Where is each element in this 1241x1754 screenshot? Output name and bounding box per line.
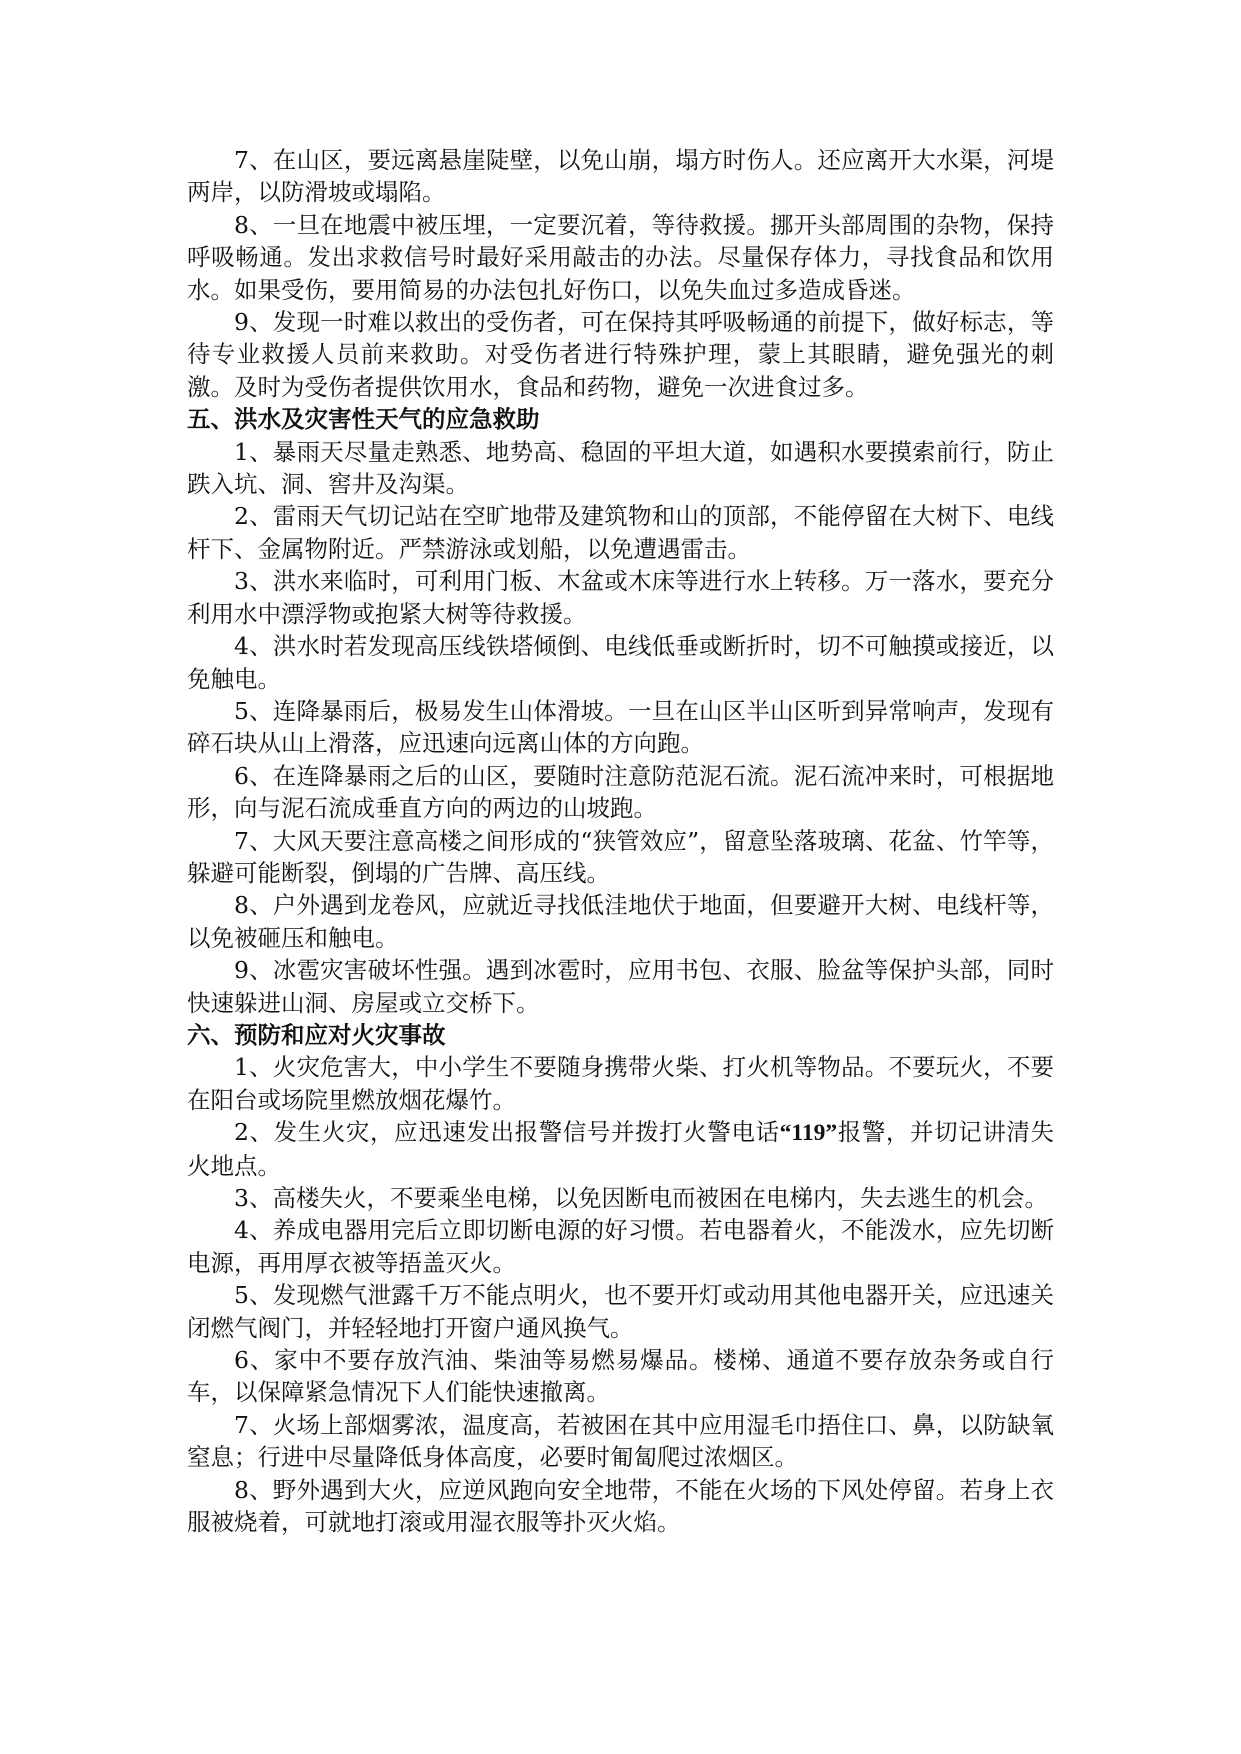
paragraph-fire-3: 3、高楼失火，不要乘坐电梯，以免因断电而被困在电梯内，失去逃生的机会。 (234, 1184, 1048, 1212)
paragraph-flood-7: 7、大风天要注意高楼之间形成的“狭管效应”，留意坠落玻璃、花盆、竹竿等，躲避可能断裂，倒塌的广告牌、高压线。 (187, 826, 1054, 887)
paragraph-earthquake-9: 9、发现一时难以救出的受伤者，可在保持其呼吸畅通的前提下，做好标志，等待专业救援人员前来救助。对受伤者进行特殊护理，蒙上其眼睛，避免强光的刺激。及时为受伤者提供饮用水，食品和药物，避免一次进食过多。 (187, 308, 1054, 401)
paragraph-fire-7: 7、火场上部烟雾浓，温度高，若被困在其中应用湿毛巾捂住口、鼻，以防缺氧窒息；行进中尽量降低身体高度，必要时匍匐爬过浓烟区。 (187, 1410, 1054, 1472)
paragraph-earthquake-7: 7、在山区，要远离悬崖陡壁，以免山崩，塌方时伤人。还应离开大水渠，河堤两岸，以防滑坡或塌陷。 (187, 146, 1054, 207)
paragraph-fire-2-before: 2、发生火灾，应迅速发出报警信号并拨打火警电话 (234, 1118, 780, 1147)
paragraph-fire-1: 1、火灾危害大，中小学生不要随身携带火柴、打火机等物品。不要玩火，不要在阳台或场院里燃放烟花爆竹。 (187, 1053, 1054, 1114)
paragraph-fire-8: 8、野外遇到大火，应逆风跑向安全地带，不能在火场的下风处停留。若身上衣服被烧着，可就地打滚或用湿衣服等扑灭火焰。 (187, 1475, 1054, 1537)
paragraph-fire-2-after: 报警，并切记讲清失火地点。 (187, 1118, 1055, 1180)
paragraph-fire-4: 4、养成电器用完后立即切断电源的好习惯。若电器着火，不能泼水，应先切断电源，再用厚衣被等捂盖灭火。 (187, 1216, 1054, 1277)
section-heading-flood: 五、洪水及灾害性天气的应急救助 (187, 405, 540, 434)
paragraph-flood-3: 3、洪水来临时，可利用门板、木盆或木床等进行水上转移。万一落水，要充分利用水中漂浮物或抱紧大树等待救援。 (187, 567, 1054, 628)
paragraph-flood-6: 6、在连降暴雨之后的山区，要随时注意防范泥石流。泥石流冲来时，可根据地形，向与泥石流成垂直方向的两边的山坡跑。 (187, 761, 1054, 823)
paragraph-earthquake-8: 8、一旦在地震中被压埋，一定要沉着，等待救援。挪开头部周围的杂物，保持呼吸畅通。发出求救信号时最好采用敲击的办法。尽量保存体力，寻找食品和饮用水。如果受伤，要用简易的办法包扎好伤口，以免失血过多造成昏迷。 (187, 210, 1054, 304)
paragraph-fire-5: 5、发现燃气泄露千万不能点明火，也不要开灯或动用其他电器开关，应迅速关闭燃气阀门，并轻轻地打开窗户通风换气。 (187, 1281, 1054, 1342)
paragraph-fire-6: 6、家中不要存放汽油、柴油等易燃易爆品。楼梯、通道不要存放杂务或自行车，以保障紧急情况下人们能快速撤离。 (187, 1346, 1054, 1407)
paragraph-flood-5: 5、连降暴雨后，极易发生山体滑坡。一旦在山区半山区听到异常响声，发现有碎石块从山上滑落，应迅速向远离山体的方向跑。 (187, 696, 1054, 758)
paragraph-flood-2: 2、雷雨天气切记站在空旷地带及建筑物和山的顶部，不能停留在大树下、电线杆下、金属物附近。严禁游泳或划船，以免遭遇雷击。 (187, 502, 1054, 563)
paragraph-flood-4: 4、洪水时若发现高压线铁塔倾倒、电线低垂或断折时，切不可触摸或接近，以免触电。 (187, 632, 1054, 693)
section-heading-fire: 六、预防和应对火灾事故 (187, 1020, 446, 1049)
paragraph-flood-9: 9、冰雹灾害破坏性强。遇到冰雹时，应用书包、衣服、脸盆等保护头部，同时快速躲进山洞、房屋或立交桥下。 (187, 956, 1054, 1017)
emergency-number: “119” (779, 1120, 838, 1147)
paragraph-fire-2 (187, 1116, 1054, 1182)
paragraph-flood-1: 1、暴雨天尽量走熟悉、地势高、稳固的平坦大道，如遇积水要摸索前行，防止跌入坑、洞、窖井及沟渠。 (187, 437, 1054, 499)
document-page (187, 144, 1054, 1538)
paragraph-flood-8: 8、户外遇到龙卷风，应就近寻找低洼地伏于地面，但要避开大树、电线杆等，以免被砸压和触电。 (187, 891, 1054, 952)
